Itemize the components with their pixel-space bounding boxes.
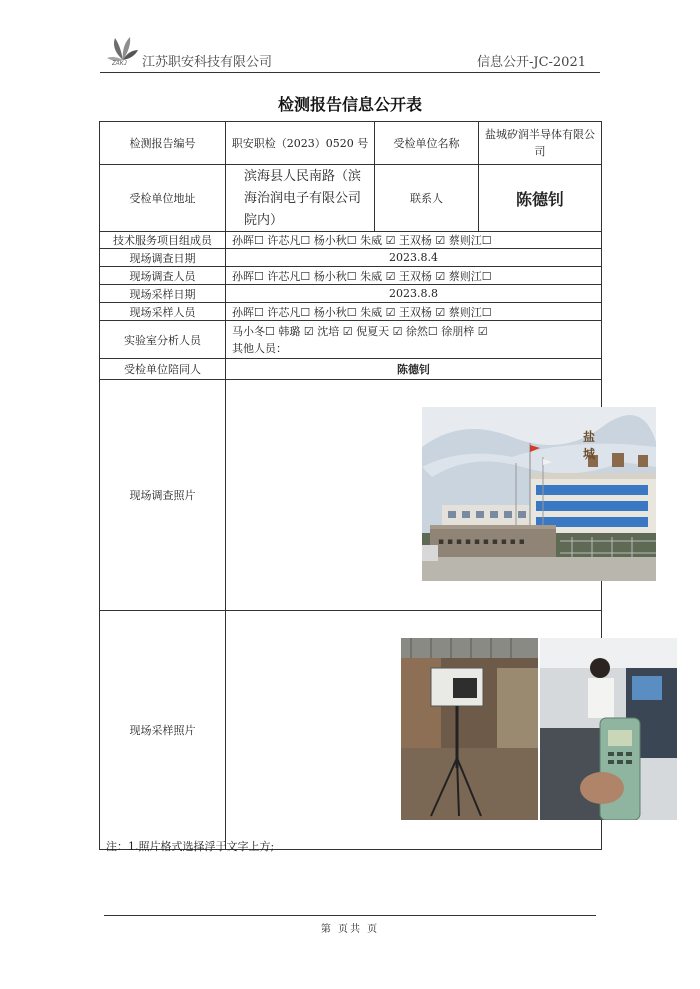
sampling-date-value: 2023.8.8 <box>226 285 602 303</box>
company-name: 江苏职安科技有限公司 <box>142 55 273 70</box>
logo-caption: ZAKJ <box>112 61 127 67</box>
escort-label: 受检单位陪同人 <box>100 359 226 380</box>
escort-value: 陈德钊 <box>226 359 602 380</box>
lab-staff-value <box>226 321 602 359</box>
sampling-meter-photo <box>540 638 677 820</box>
team-label: 技术服务项目组成员 <box>100 232 226 249</box>
page-number: 第 页共 页 <box>320 924 380 935</box>
table-row <box>100 285 602 303</box>
team-value: 孙晖☐ 许芯凡☐ 杨小秋☐ 朱威 ☑ 王双杨 ☑ 蔡则江☐ <box>226 232 602 249</box>
survey-date-value: 2023.8.4 <box>226 249 602 267</box>
survey-photo-cell <box>226 380 602 611</box>
table-row <box>100 611 602 850</box>
page-title: 检测报告信息公开表 <box>277 95 422 114</box>
factory-photo <box>422 407 656 581</box>
table-row <box>100 267 602 285</box>
table-row <box>100 122 602 165</box>
table-row <box>100 232 602 249</box>
survey-staff-value: 孙晖☐ 许芯凡☐ 杨小秋☐ 朱威 ☑ 王双杨 ☑ 蔡则江☐ <box>226 267 602 285</box>
client-name-label: 受检单位名称 <box>375 122 479 165</box>
survey-staff-label: 现场调查人员 <box>100 267 226 285</box>
table-row <box>100 165 602 232</box>
address-value: 滨海县人民南路（滨海治润电子有限公司院内） <box>226 165 375 232</box>
info-table <box>99 121 602 850</box>
table-row <box>100 249 602 267</box>
sampling-date-label: 现场采样日期 <box>100 285 226 303</box>
survey-photo-label: 现场调查照片 <box>100 380 226 611</box>
footnote: 注：1.照片格式选择浮于文字上方; <box>106 840 275 853</box>
report-no-value: 职安职检（2023）0520 号 <box>226 122 375 165</box>
client-name-value: 盐城矽润半导体有限公司 <box>479 122 602 165</box>
contact-value: 陈德钊 <box>479 165 602 232</box>
table-row <box>100 359 602 380</box>
footer-divider <box>104 915 596 916</box>
sampling-tripod-photo <box>401 638 538 820</box>
sampling-staff-label: 现场采样人员 <box>100 303 226 321</box>
table-row <box>100 303 602 321</box>
document-code: 信息公开-JC-2021 <box>476 55 586 70</box>
svg-text:▪ ▪ ▪ ▪ ▪ ▪ ▪ ▪ ▪ ▪: ▪ ▪ ▪ ▪ ▪ ▪ ▪ ▪ ▪ ▪ <box>438 537 525 547</box>
sampling-photo-label: 现场采样照片 <box>100 611 226 850</box>
table-row <box>100 380 602 611</box>
lab-staff-label: 实验室分析人员 <box>100 321 226 359</box>
report-no-label: 检测报告编号 <box>100 122 226 165</box>
page-header <box>100 28 600 73</box>
survey-date-label: 现场调查日期 <box>100 249 226 267</box>
factory-sign-text: 盐 城 <box>583 430 602 461</box>
sampling-staff-value: 孙晖☐ 许芯凡☐ 杨小秋☐ 朱威 ☑ 王双杨 ☑ 蔡则江☐ <box>226 303 602 321</box>
lab-staff-line2: 其他人员： <box>232 341 287 355</box>
contact-label: 联系人 <box>375 165 479 232</box>
table-row <box>100 321 602 359</box>
sampling-photo-cell <box>226 611 602 850</box>
lab-staff-line1: 马小冬☐ 韩璐 ☑ 沈培 ☑ 倪夏天 ☑ 徐然☐ 徐朋梓 ☑ <box>232 324 488 338</box>
address-label: 受检单位地址 <box>100 165 226 232</box>
